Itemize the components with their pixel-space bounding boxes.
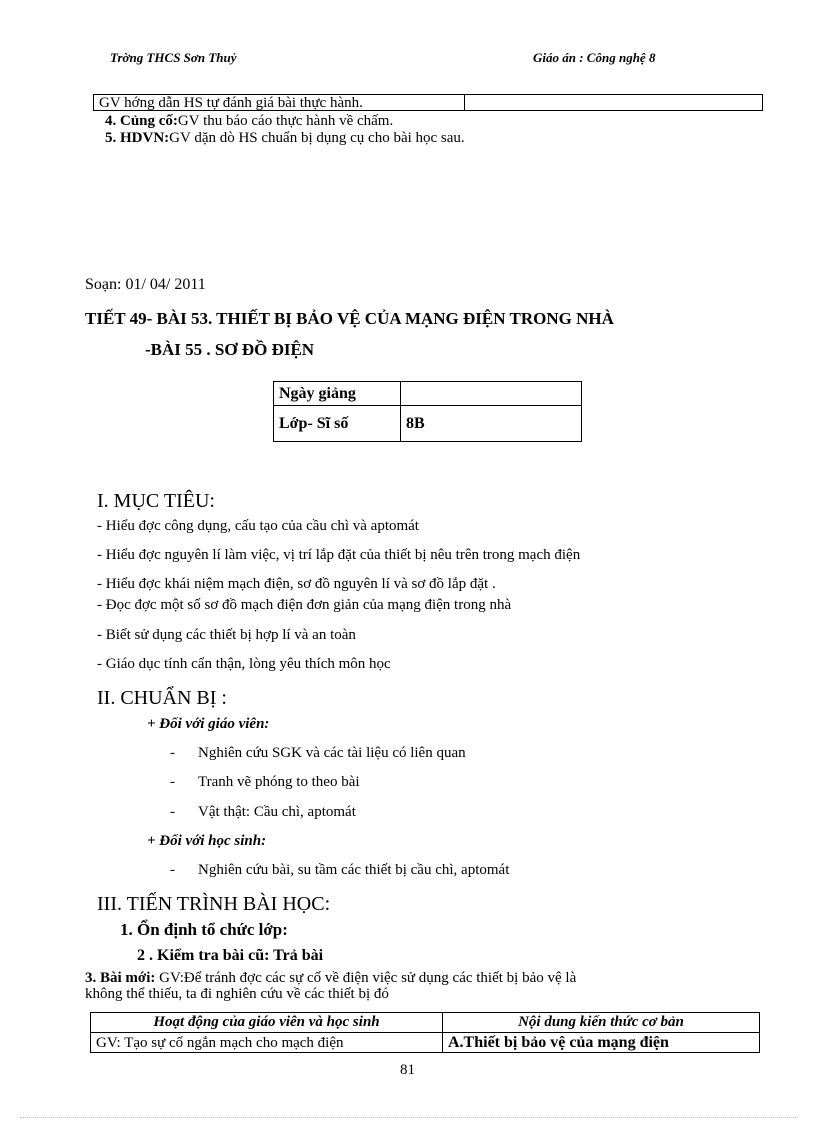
class-info-table <box>273 381 582 442</box>
section-preparation-heading: II. CHUẨN BỊ : <box>97 687 227 709</box>
step-homework <box>105 130 465 147</box>
page-number: 81 <box>400 1062 415 1078</box>
bullet-dash: - <box>170 862 175 878</box>
teacher-prep-item: - Tranh vẽ phóng to theo bài <box>170 774 360 790</box>
objective-item: - Biết sử dụng các thiết bị hợp lí và an toàn <box>97 627 356 643</box>
process-step1: 1. Ổn định tổ chức lớp: <box>120 920 288 939</box>
top-continuation-table <box>93 94 763 111</box>
page-bottom-divider <box>20 1117 796 1118</box>
activity-table <box>90 1012 760 1053</box>
date-taught-label: Ngày giảng <box>274 382 401 406</box>
date-taught-value <box>401 382 582 406</box>
step-label: 4. Củng cố: <box>105 113 178 129</box>
process-step2: 2 . Kiểm tra bài cũ: Trả bài <box>137 947 324 964</box>
teacher-prep-item: - Nghiên cứu SGK và các tài liệu có liên quan <box>170 745 466 761</box>
objective-item: - Đọc đợc một số sơ đồ mạch điện đơn giản của mạng điện trong nhà <box>97 597 512 613</box>
step-label: 5. HDVN: <box>105 130 170 146</box>
step-consolidation <box>105 113 393 130</box>
objective-item: - Hiểu đợc nguyên lí làm việc, vị trí lắp đặt của thiết bị nêu trên trong mạch điện <box>97 547 581 563</box>
top-table-left-cell: GV hớng dẫn HS tự đánh giá bài thực hành. <box>94 95 465 111</box>
lesson-title-line2: -BÀI 55 . SƠ ĐỒ ĐIỆN <box>145 340 315 359</box>
student-prep-item: - Nghiên cứu bài, su tầm các thiết bị cầu chì, aptomát <box>170 862 510 878</box>
lesson-title-line1: TIẾT 49- BÀI 53. THIẾT BỊ BẢO VỆ CỦA MẠNG ĐIỆN TRONG NHÀ <box>85 309 614 328</box>
bullet-dash: - <box>170 745 175 761</box>
class-size-value: 8B <box>401 406 582 442</box>
top-table-right-cell <box>465 95 763 111</box>
teacher-prep-label: + Đối với giáo viên: <box>147 716 270 732</box>
subject-header: Giáo án : Công nghệ 8 <box>533 50 656 65</box>
teacher-prep-item: - Vật thật: Cầu chì, aptomát <box>170 804 356 820</box>
class-size-label: Lớp- Sĩ số <box>274 406 401 442</box>
step3-text: GV:Để tránh đợc các sự cố về điện việc sử dụng các thiết bị bảo vệ là <box>155 970 577 986</box>
activity-header-teacher: Hoạt động của giáo viên và học sinh <box>91 1013 443 1033</box>
process-step3-line1 <box>85 970 576 987</box>
process-step3-line2: không thể thiếu, ta đi nghiên cứu về các thiết bị đó <box>85 986 389 1002</box>
section-process-heading: III. TIẾN TRÌNH BÀI HỌC: <box>97 893 331 915</box>
bullet-dash: - <box>170 774 175 790</box>
activity-row-teacher: GV: Tạo sự cố ngắn mạch cho mạch điện <box>91 1033 443 1053</box>
step-text: GV dặn dò HS chuẩn bị dụng cụ cho bài học sau. <box>169 130 465 146</box>
bullet-dash: - <box>170 804 175 820</box>
objective-item: - Giáo dục tính cẩn thận, lòng yêu thích môn học <box>97 656 391 672</box>
student-prep-label: + Đối với học sinh: <box>147 833 267 849</box>
activity-header-content: Nội dung kiến thức cơ bản <box>443 1013 760 1033</box>
step3-label: 3. Bài mới: <box>85 970 156 986</box>
section-objectives-heading: I. MỤC TIÊU: <box>97 490 215 512</box>
prepared-date: Soạn: 01/ 04/ 2011 <box>85 276 206 293</box>
step-text: GV thu báo cáo thực hành về chấm. <box>177 113 394 129</box>
activity-row-content: A.Thiết bị bảo vệ của mạng điện <box>443 1033 760 1053</box>
objective-item: - Hiểu đợc khái niệm mạch điện, sơ đồ nguyên lí và sơ đồ lắp đặt . <box>97 576 496 592</box>
school-name: Trờng THCS Sơn Thuỷ <box>110 50 237 65</box>
objective-item: - Hiểu đợc công dụng, cấu tạo của cầu chì và aptomát <box>97 518 419 534</box>
